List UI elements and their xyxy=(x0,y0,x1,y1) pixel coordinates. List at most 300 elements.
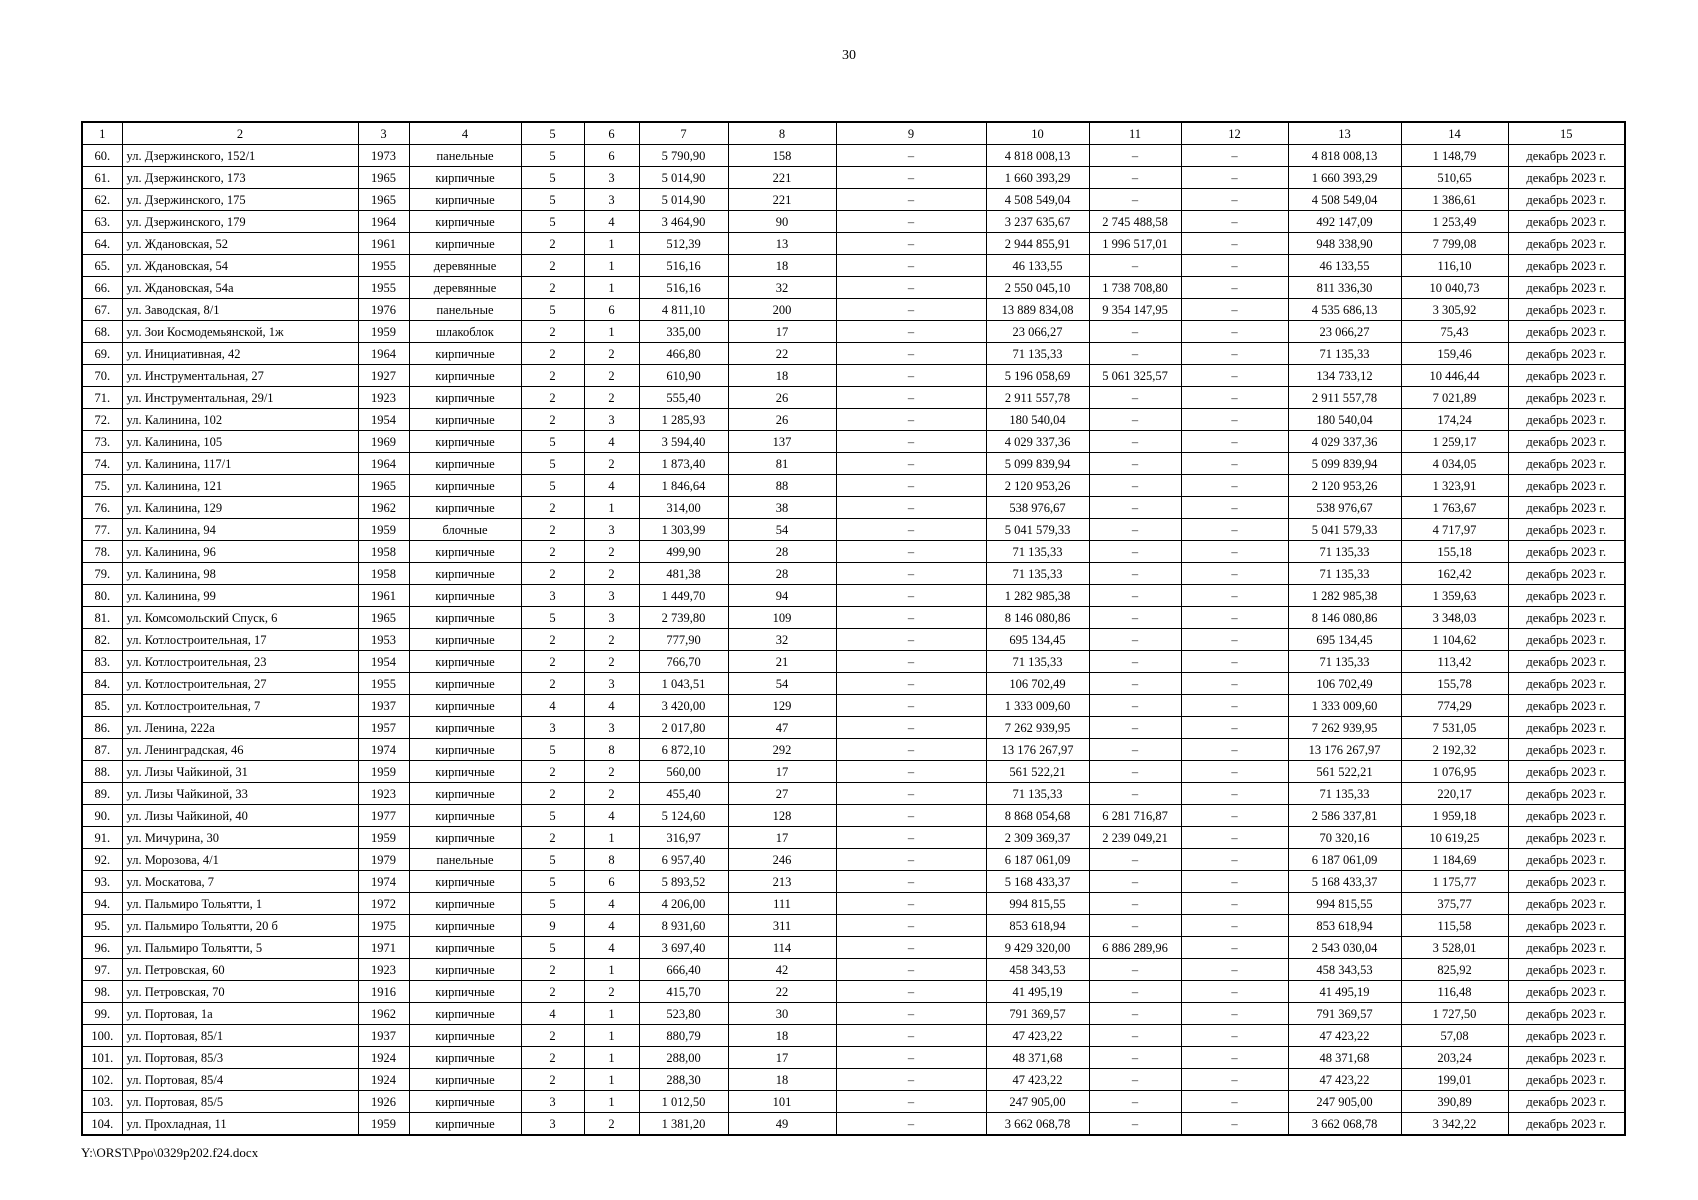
table-cell-col-2: ул. Портовая, 85/3 xyxy=(122,1047,358,1069)
table-cell-col-8: 17 xyxy=(728,1047,836,1069)
table-cell-col-1: 82. xyxy=(82,629,122,651)
table-cell-col-1: 76. xyxy=(82,497,122,519)
table-cell-col-7: 5 893,52 xyxy=(639,871,728,893)
table-cell-col-6: 4 xyxy=(584,431,639,453)
table-cell-col-5: 2 xyxy=(521,761,584,783)
table-row xyxy=(82,1069,1625,1091)
table-cell-col-6: 1 xyxy=(584,497,639,519)
table-cell-col-9: – xyxy=(836,1003,986,1025)
table-cell-col-12: – xyxy=(1181,959,1288,981)
table-row xyxy=(82,937,1625,959)
table-cell-col-15: декабрь 2023 г. xyxy=(1508,783,1625,805)
table-cell-col-7: 314,00 xyxy=(639,497,728,519)
table-cell-col-5: 3 xyxy=(521,1091,584,1113)
table-cell-col-14: 1 184,69 xyxy=(1401,849,1508,871)
table-cell-col-7: 3 697,40 xyxy=(639,937,728,959)
table-cell-col-7: 5 790,90 xyxy=(639,145,728,167)
table-cell-col-14: 199,01 xyxy=(1401,1069,1508,1091)
table-cell-col-5: 2 xyxy=(521,277,584,299)
table-cell-col-8: 32 xyxy=(728,629,836,651)
table-cell-col-9: – xyxy=(836,915,986,937)
table-cell-col-14: 825,92 xyxy=(1401,959,1508,981)
table-row xyxy=(82,365,1625,387)
table-row xyxy=(82,607,1625,629)
table-cell-col-3: 1965 xyxy=(358,167,409,189)
table-cell-col-6: 2 xyxy=(584,563,639,585)
column-header-8: 8 xyxy=(728,122,836,145)
table-cell-col-9: – xyxy=(836,1091,986,1113)
table-cell-col-2: ул. Петровская, 70 xyxy=(122,981,358,1003)
table-cell-col-8: 101 xyxy=(728,1091,836,1113)
table-cell-col-5: 2 xyxy=(521,827,584,849)
table-cell-col-1: 91. xyxy=(82,827,122,849)
table-cell-col-6: 2 xyxy=(584,387,639,409)
table-cell-col-10: 1 333 009,60 xyxy=(986,695,1089,717)
table-cell-col-9: – xyxy=(836,145,986,167)
table-cell-col-7: 766,70 xyxy=(639,651,728,673)
table-row xyxy=(82,761,1625,783)
table-row xyxy=(82,805,1625,827)
table-cell-col-6: 2 xyxy=(584,783,639,805)
table-cell-col-1: 100. xyxy=(82,1025,122,1047)
table-cell-col-4: блочные xyxy=(409,519,521,541)
table-cell-col-4: панельные xyxy=(409,145,521,167)
table-cell-col-14: 113,42 xyxy=(1401,651,1508,673)
table-cell-col-11: – xyxy=(1089,629,1181,651)
table-cell-col-2: ул. Калинина, 121 xyxy=(122,475,358,497)
table-cell-col-10: 8 146 080,86 xyxy=(986,607,1089,629)
table-cell-col-14: 3 348,03 xyxy=(1401,607,1508,629)
table-cell-col-6: 8 xyxy=(584,739,639,761)
table-cell-col-7: 8 931,60 xyxy=(639,915,728,937)
table-cell-col-2: ул. Лизы Чайкиной, 40 xyxy=(122,805,358,827)
table-cell-col-7: 1 846,64 xyxy=(639,475,728,497)
table-cell-col-8: 17 xyxy=(728,761,836,783)
table-cell-col-6: 1 xyxy=(584,1025,639,1047)
table-cell-col-4: панельные xyxy=(409,849,521,871)
table-cell-col-15: декабрь 2023 г. xyxy=(1508,805,1625,827)
table-cell-col-3: 1965 xyxy=(358,475,409,497)
table-cell-col-2: ул. Петровская, 60 xyxy=(122,959,358,981)
table-cell-col-5: 2 xyxy=(521,629,584,651)
table-cell-col-9: – xyxy=(836,167,986,189)
table-cell-col-9: – xyxy=(836,783,986,805)
table-cell-col-13: 994 815,55 xyxy=(1288,893,1401,915)
table-cell-col-14: 7 799,08 xyxy=(1401,233,1508,255)
table-cell-col-10: 5 041 579,33 xyxy=(986,519,1089,541)
table-cell-col-12: – xyxy=(1181,673,1288,695)
table-cell-col-14: 4 717,97 xyxy=(1401,519,1508,541)
table-cell-col-8: 158 xyxy=(728,145,836,167)
table-cell-col-15: декабрь 2023 г. xyxy=(1508,871,1625,893)
table-cell-col-4: кирпичные xyxy=(409,695,521,717)
table-cell-col-14: 57,08 xyxy=(1401,1025,1508,1047)
table-cell-col-13: 2 911 557,78 xyxy=(1288,387,1401,409)
table-cell-col-3: 1961 xyxy=(358,585,409,607)
table-row xyxy=(82,211,1625,233)
table-cell-col-15: декабрь 2023 г. xyxy=(1508,585,1625,607)
table-cell-col-2: ул. Дзержинского, 152/1 xyxy=(122,145,358,167)
table-cell-col-1: 85. xyxy=(82,695,122,717)
table-cell-col-9: – xyxy=(836,761,986,783)
table-cell-col-13: 71 135,33 xyxy=(1288,541,1401,563)
table-cell-col-1: 71. xyxy=(82,387,122,409)
table-cell-col-7: 2 739,80 xyxy=(639,607,728,629)
table-cell-col-12: – xyxy=(1181,277,1288,299)
table-cell-col-5: 5 xyxy=(521,937,584,959)
table-cell-col-15: декабрь 2023 г. xyxy=(1508,519,1625,541)
table-cell-col-3: 1959 xyxy=(358,321,409,343)
table-cell-col-12: – xyxy=(1181,827,1288,849)
table-cell-col-13: 70 320,16 xyxy=(1288,827,1401,849)
table-cell-col-14: 3 305,92 xyxy=(1401,299,1508,321)
table-cell-col-1: 69. xyxy=(82,343,122,365)
table-row xyxy=(82,893,1625,915)
table-cell-col-5: 4 xyxy=(521,695,584,717)
table-cell-col-7: 288,30 xyxy=(639,1069,728,1091)
table-cell-col-7: 6 957,40 xyxy=(639,849,728,871)
table-cell-col-11: – xyxy=(1089,717,1181,739)
table-cell-col-15: декабрь 2023 г. xyxy=(1508,717,1625,739)
table-cell-col-10: 9 429 320,00 xyxy=(986,937,1089,959)
table-cell-col-15: декабрь 2023 г. xyxy=(1508,321,1625,343)
table-cell-col-14: 375,77 xyxy=(1401,893,1508,915)
table-cell-col-15: декабрь 2023 г. xyxy=(1508,1069,1625,1091)
table-cell-col-11: – xyxy=(1089,409,1181,431)
table-cell-col-3: 1957 xyxy=(358,717,409,739)
table-cell-col-4: кирпичные xyxy=(409,1003,521,1025)
table-cell-col-8: 88 xyxy=(728,475,836,497)
table-cell-col-1: 74. xyxy=(82,453,122,475)
table-cell-col-3: 1959 xyxy=(358,1113,409,1136)
table-cell-col-15: декабрь 2023 г. xyxy=(1508,1113,1625,1136)
table-cell-col-5: 2 xyxy=(521,673,584,695)
table-cell-col-4: кирпичные xyxy=(409,1091,521,1113)
table-cell-col-8: 246 xyxy=(728,849,836,871)
table-cell-col-13: 180 540,04 xyxy=(1288,409,1401,431)
table-cell-col-3: 1959 xyxy=(358,761,409,783)
column-header-14: 14 xyxy=(1401,122,1508,145)
table-cell-col-3: 1923 xyxy=(358,387,409,409)
table-cell-col-8: 114 xyxy=(728,937,836,959)
table-cell-col-10: 71 135,33 xyxy=(986,343,1089,365)
table-cell-col-13: 695 134,45 xyxy=(1288,629,1401,651)
table-cell-col-6: 1 xyxy=(584,233,639,255)
table-cell-col-8: 21 xyxy=(728,651,836,673)
table-cell-col-3: 1924 xyxy=(358,1069,409,1091)
table-cell-col-11: 2 239 049,21 xyxy=(1089,827,1181,849)
table-cell-col-1: 70. xyxy=(82,365,122,387)
table-row xyxy=(82,783,1625,805)
table-cell-col-7: 1 873,40 xyxy=(639,453,728,475)
table-cell-col-13: 71 135,33 xyxy=(1288,563,1401,585)
table-cell-col-12: – xyxy=(1181,541,1288,563)
table-cell-col-3: 1954 xyxy=(358,409,409,431)
table-cell-col-8: 28 xyxy=(728,563,836,585)
table-cell-col-3: 1965 xyxy=(358,189,409,211)
table-cell-col-10: 13 176 267,97 xyxy=(986,739,1089,761)
table-cell-col-12: – xyxy=(1181,431,1288,453)
table-cell-col-13: 791 369,57 xyxy=(1288,1003,1401,1025)
table-cell-col-13: 853 618,94 xyxy=(1288,915,1401,937)
table-cell-col-2: ул. Лизы Чайкиной, 33 xyxy=(122,783,358,805)
table-cell-col-13: 48 371,68 xyxy=(1288,1047,1401,1069)
table-cell-col-8: 26 xyxy=(728,409,836,431)
table-cell-col-11: – xyxy=(1089,915,1181,937)
table-cell-col-2: ул. Портовая, 85/4 xyxy=(122,1069,358,1091)
table-cell-col-1: 104. xyxy=(82,1113,122,1136)
table-cell-col-10: 247 905,00 xyxy=(986,1091,1089,1113)
table-cell-col-6: 1 xyxy=(584,255,639,277)
table-cell-col-11: 1 738 708,80 xyxy=(1089,277,1181,299)
table-cell-col-6: 2 xyxy=(584,453,639,475)
table-cell-col-14: 1 104,62 xyxy=(1401,629,1508,651)
table-cell-col-4: кирпичные xyxy=(409,871,521,893)
table-cell-col-2: ул. Котлостроительная, 7 xyxy=(122,695,358,717)
table-cell-col-2: ул. Калинина, 105 xyxy=(122,431,358,453)
table-cell-col-10: 2 309 369,37 xyxy=(986,827,1089,849)
table-cell-col-8: 47 xyxy=(728,717,836,739)
table-cell-col-13: 492 147,09 xyxy=(1288,211,1401,233)
table-cell-col-14: 174,24 xyxy=(1401,409,1508,431)
table-cell-col-2: ул. Котлостроительная, 17 xyxy=(122,629,358,651)
table-cell-col-10: 4 508 549,04 xyxy=(986,189,1089,211)
table-cell-col-5: 5 xyxy=(521,805,584,827)
table-row xyxy=(82,673,1625,695)
table-cell-col-7: 666,40 xyxy=(639,959,728,981)
table-cell-col-8: 49 xyxy=(728,1113,836,1136)
table-cell-col-14: 115,58 xyxy=(1401,915,1508,937)
table-cell-col-4: кирпичные xyxy=(409,893,521,915)
table-row xyxy=(82,1091,1625,1113)
table-cell-col-14: 220,17 xyxy=(1401,783,1508,805)
table-cell-col-3: 1971 xyxy=(358,937,409,959)
table-cell-col-12: – xyxy=(1181,211,1288,233)
table-cell-col-9: – xyxy=(836,563,986,585)
column-header-15: 15 xyxy=(1508,122,1625,145)
table-cell-col-12: – xyxy=(1181,321,1288,343)
table-cell-col-12: – xyxy=(1181,233,1288,255)
table-cell-col-3: 1926 xyxy=(358,1091,409,1113)
header-row xyxy=(82,122,1625,145)
table-cell-col-2: ул. Зои Космодемьянской, 1ж xyxy=(122,321,358,343)
table-cell-col-7: 466,80 xyxy=(639,343,728,365)
column-header-11: 11 xyxy=(1089,122,1181,145)
table-cell-col-4: кирпичные xyxy=(409,805,521,827)
table-cell-col-5: 2 xyxy=(521,563,584,585)
table-cell-col-10: 695 134,45 xyxy=(986,629,1089,651)
table-cell-col-13: 2 586 337,81 xyxy=(1288,805,1401,827)
table-cell-col-10: 3 237 635,67 xyxy=(986,211,1089,233)
table-cell-col-8: 292 xyxy=(728,739,836,761)
table-cell-col-3: 1975 xyxy=(358,915,409,937)
table-cell-col-4: кирпичные xyxy=(409,387,521,409)
table-cell-col-15: декабрь 2023 г. xyxy=(1508,739,1625,761)
table-cell-col-4: кирпичные xyxy=(409,651,521,673)
table-cell-col-4: кирпичные xyxy=(409,343,521,365)
table-header xyxy=(82,122,1625,145)
table-cell-col-13: 5 168 433,37 xyxy=(1288,871,1401,893)
table-cell-col-12: – xyxy=(1181,409,1288,431)
table-cell-col-1: 80. xyxy=(82,585,122,607)
table-cell-col-5: 2 xyxy=(521,1069,584,1091)
table-cell-col-7: 499,90 xyxy=(639,541,728,563)
table-cell-col-8: 17 xyxy=(728,827,836,849)
table-cell-col-6: 1 xyxy=(584,959,639,981)
table-cell-col-2: ул. Дзержинского, 179 xyxy=(122,211,358,233)
table-cell-col-12: – xyxy=(1181,981,1288,1003)
table-cell-col-8: 311 xyxy=(728,915,836,937)
table-cell-col-8: 38 xyxy=(728,497,836,519)
table-cell-col-15: декабрь 2023 г. xyxy=(1508,365,1625,387)
table-cell-col-3: 1959 xyxy=(358,827,409,849)
table-cell-col-12: – xyxy=(1181,871,1288,893)
table-cell-col-13: 2 120 953,26 xyxy=(1288,475,1401,497)
table-cell-col-3: 1955 xyxy=(358,255,409,277)
column-header-6: 6 xyxy=(584,122,639,145)
table-cell-col-1: 101. xyxy=(82,1047,122,1069)
table-cell-col-4: кирпичные xyxy=(409,211,521,233)
table-cell-col-5: 2 xyxy=(521,519,584,541)
table-cell-col-7: 1 012,50 xyxy=(639,1091,728,1113)
table-cell-col-15: декабрь 2023 г. xyxy=(1508,937,1625,959)
table-cell-col-12: – xyxy=(1181,475,1288,497)
table-cell-col-6: 1 xyxy=(584,321,639,343)
table-cell-col-8: 129 xyxy=(728,695,836,717)
table-cell-col-9: – xyxy=(836,585,986,607)
table-cell-col-4: кирпичные xyxy=(409,1069,521,1091)
table-cell-col-1: 73. xyxy=(82,431,122,453)
table-cell-col-12: – xyxy=(1181,607,1288,629)
table-cell-col-11: – xyxy=(1089,541,1181,563)
table-cell-col-10: 23 066,27 xyxy=(986,321,1089,343)
table-cell-col-7: 1 043,51 xyxy=(639,673,728,695)
table-cell-col-12: – xyxy=(1181,1091,1288,1113)
table-cell-col-11: – xyxy=(1089,563,1181,585)
table-cell-col-5: 2 xyxy=(521,233,584,255)
table-row xyxy=(82,1025,1625,1047)
table-cell-col-15: декабрь 2023 г. xyxy=(1508,1003,1625,1025)
table-cell-col-9: – xyxy=(836,651,986,673)
table-cell-col-11: – xyxy=(1089,145,1181,167)
table-cell-col-10: 47 423,22 xyxy=(986,1069,1089,1091)
table-cell-col-3: 1953 xyxy=(358,629,409,651)
table-cell-col-11: 6 281 716,87 xyxy=(1089,805,1181,827)
table-cell-col-7: 6 872,10 xyxy=(639,739,728,761)
table-cell-col-15: декабрь 2023 г. xyxy=(1508,189,1625,211)
table-cell-col-13: 106 702,49 xyxy=(1288,673,1401,695)
table-cell-col-6: 4 xyxy=(584,211,639,233)
table-cell-col-15: декабрь 2023 г. xyxy=(1508,541,1625,563)
table-cell-col-11: – xyxy=(1089,849,1181,871)
table-cell-col-13: 4 029 337,36 xyxy=(1288,431,1401,453)
table-cell-col-13: 4 508 549,04 xyxy=(1288,189,1401,211)
table-cell-col-8: 30 xyxy=(728,1003,836,1025)
column-header-13: 13 xyxy=(1288,122,1401,145)
table-cell-col-9: – xyxy=(836,431,986,453)
table-cell-col-11: – xyxy=(1089,585,1181,607)
table-cell-col-9: – xyxy=(836,233,986,255)
table-cell-col-13: 1 282 985,38 xyxy=(1288,585,1401,607)
table-cell-col-12: – xyxy=(1181,189,1288,211)
table-cell-col-8: 26 xyxy=(728,387,836,409)
table-cell-col-8: 27 xyxy=(728,783,836,805)
table-cell-col-7: 1 381,20 xyxy=(639,1113,728,1136)
table-row xyxy=(82,475,1625,497)
table-cell-col-8: 221 xyxy=(728,189,836,211)
table-cell-col-11: – xyxy=(1089,387,1181,409)
table-cell-col-9: – xyxy=(836,1025,986,1047)
table-cell-col-11: – xyxy=(1089,959,1181,981)
table-cell-col-1: 83. xyxy=(82,651,122,673)
table-cell-col-7: 5 014,90 xyxy=(639,167,728,189)
table-cell-col-2: ул. Калинина, 96 xyxy=(122,541,358,563)
table-cell-col-12: – xyxy=(1181,255,1288,277)
table-cell-col-15: декабрь 2023 г. xyxy=(1508,563,1625,585)
table-cell-col-5: 2 xyxy=(521,255,584,277)
table-cell-col-8: 90 xyxy=(728,211,836,233)
table-cell-col-5: 5 xyxy=(521,145,584,167)
table-cell-col-14: 116,10 xyxy=(1401,255,1508,277)
table-row xyxy=(82,849,1625,871)
table-cell-col-6: 3 xyxy=(584,673,639,695)
table-cell-col-15: декабрь 2023 г. xyxy=(1508,343,1625,365)
table-cell-col-1: 78. xyxy=(82,541,122,563)
table-row xyxy=(82,871,1625,893)
table-cell-col-5: 5 xyxy=(521,607,584,629)
table-row xyxy=(82,739,1625,761)
table-cell-col-1: 86. xyxy=(82,717,122,739)
table-row xyxy=(82,1047,1625,1069)
table-cell-col-5: 5 xyxy=(521,167,584,189)
table-cell-col-5: 2 xyxy=(521,1047,584,1069)
table-cell-col-14: 390,89 xyxy=(1401,1091,1508,1113)
table-cell-col-9: – xyxy=(836,321,986,343)
table-cell-col-3: 1959 xyxy=(358,519,409,541)
table-cell-col-3: 1979 xyxy=(358,849,409,871)
table-cell-col-4: кирпичные xyxy=(409,1047,521,1069)
table-cell-col-15: декабрь 2023 г. xyxy=(1508,673,1625,695)
table-cell-col-1: 81. xyxy=(82,607,122,629)
table-cell-col-1: 64. xyxy=(82,233,122,255)
table-cell-col-9: – xyxy=(836,475,986,497)
table-cell-col-4: кирпичные xyxy=(409,365,521,387)
table-cell-col-2: ул. Морозова, 4/1 xyxy=(122,849,358,871)
table-cell-col-1: 93. xyxy=(82,871,122,893)
table-cell-col-10: 71 135,33 xyxy=(986,783,1089,805)
table-cell-col-1: 90. xyxy=(82,805,122,827)
table-cell-col-12: – xyxy=(1181,1047,1288,1069)
table-cell-col-4: кирпичные xyxy=(409,563,521,585)
table-cell-col-2: ул. Котлостроительная, 27 xyxy=(122,673,358,695)
table-cell-col-2: ул. Пальмиро Тольятти, 20 б xyxy=(122,915,358,937)
table-cell-col-12: – xyxy=(1181,585,1288,607)
column-header-3: 3 xyxy=(358,122,409,145)
table-cell-col-13: 811 336,30 xyxy=(1288,277,1401,299)
table-cell-col-11: – xyxy=(1089,167,1181,189)
table-cell-col-10: 5 168 433,37 xyxy=(986,871,1089,893)
table-cell-col-13: 7 262 939,95 xyxy=(1288,717,1401,739)
table-cell-col-2: ул. Ленинградская, 46 xyxy=(122,739,358,761)
table-row xyxy=(82,255,1625,277)
table-cell-col-6: 2 xyxy=(584,651,639,673)
table-cell-col-6: 4 xyxy=(584,893,639,915)
table-cell-col-3: 1969 xyxy=(358,431,409,453)
table-cell-col-6: 1 xyxy=(584,827,639,849)
table-cell-col-9: – xyxy=(836,673,986,695)
table-cell-col-2: ул. Ждановская, 52 xyxy=(122,233,358,255)
table-cell-col-9: – xyxy=(836,1069,986,1091)
